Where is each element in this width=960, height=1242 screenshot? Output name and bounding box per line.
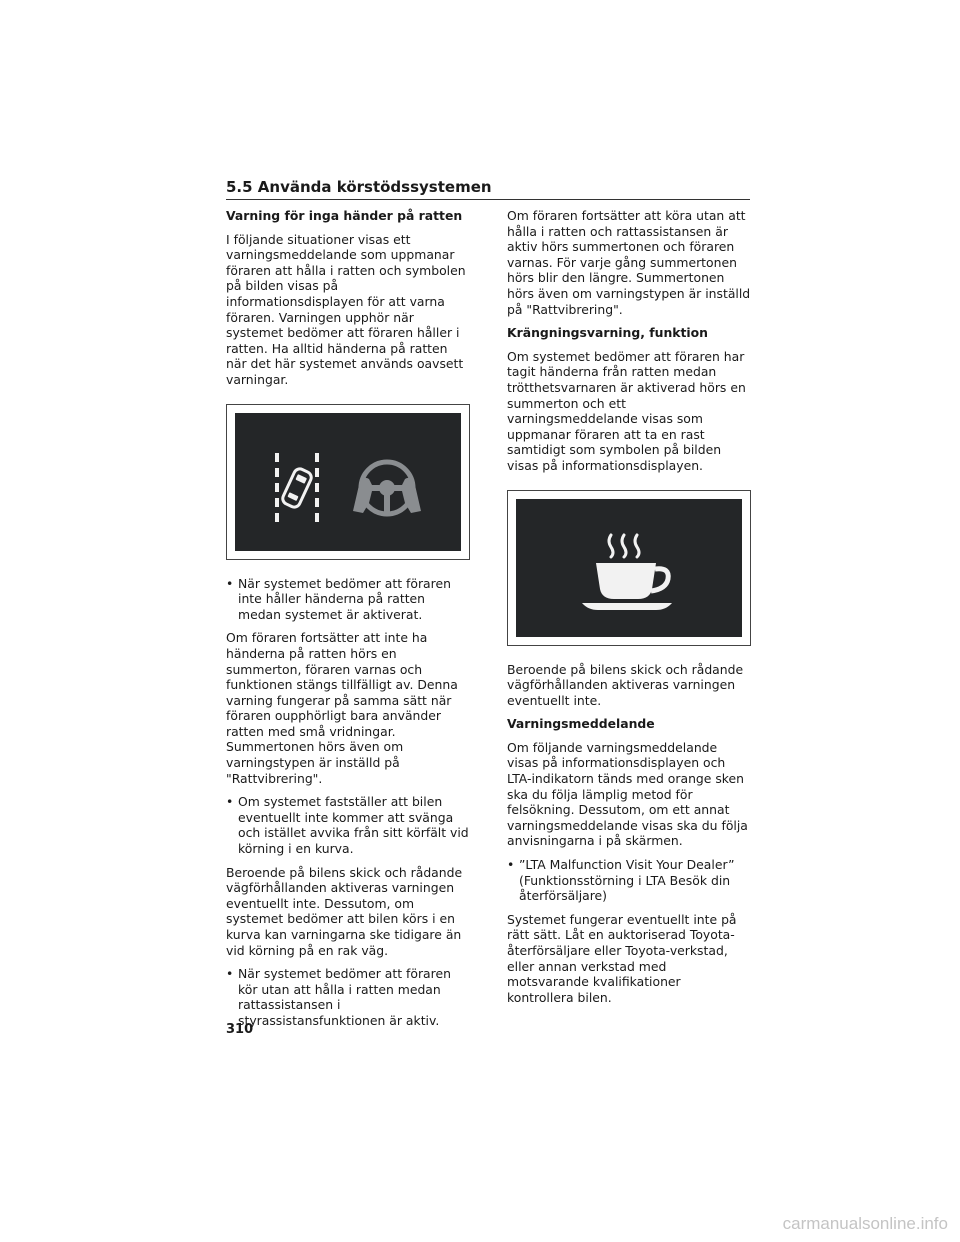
bullet-lta-malfunction: • ”LTA Malfunction Visit Your Dealer” (Funktionsstörning i LTA Besök din återförsäljare): [507, 857, 751, 904]
saucer-icon: [582, 603, 672, 610]
heading-sway-warning: Krängningsvarning, funktion: [507, 325, 709, 341]
paragraph-conditions: Beroende på bilens skick och rådande vägförhållanden aktiveras varningen eventuellt inte. Dessutom, om systemet bedömer att bilen körs i en kurva kan varningarna ske tidigare än vid körning på en rak väg.: [226, 864, 463, 958]
page-number: 310: [226, 1022, 254, 1037]
hands-off-display-figure: [226, 404, 470, 560]
paragraph-summer-warning: Om föraren fortsätter att inte ha händerna på ratten hörs en summerton, föraren varnas och funktionen stängs tillfälligt av. Denna varning fungerar på samma sätt när föraren oupphörligt bara använder ratten med små vridningar. Summertonen hörs även om varningstypen är inställd på "Rattvibrering".: [226, 630, 458, 786]
paragraph-continued-driving: Om föraren fortsätter att köra utan att hålla i ratten och rattassistansen är aktiv hörs summertonen och föraren varnas. För varje gång summertonen hörs blir den längre. Summertonen hörs även om varningstypen är inställd på "Rattvibrering".: [507, 208, 751, 317]
paragraph-warning-message: Om följande varningsmeddelande visas på informationsdisplayen och LTA-indikatorn tänds med orange sken ska du följa lämplig metod för felsökning. Dessutom, om ett annat varningsmeddelande visas ska du följa anvisningarna i på skärmen.: [507, 739, 748, 849]
bullet-curve-departure: • Om systemet fastställer att bilen eventuellt inte kommer att svänga och istället avvika från sitt körfält vid körning i en kurva.: [226, 794, 470, 856]
paragraph-dealer-check: Systemet fungerar eventuellt inte på rätt sätt. Låt en auktoriserad Toyota-återförsäljare eller Toyota-verkstad, eller annan verkstad med motsvarande kvalifikationer kontrollera bilen.: [507, 911, 737, 1005]
steam-icon: [609, 535, 639, 557]
cup-body-icon: [596, 563, 656, 599]
paragraph-conditions: Beroende på bilens skick och rådande vägförhållanden aktiveras varningen eventuellt inte.: [507, 661, 744, 708]
coffee-cup-icon: [516, 499, 742, 637]
heading-warning-message: Varningsmeddelande: [507, 716, 655, 732]
lane-line-left-icon: [275, 453, 279, 522]
watermark: carmanualsonline.info: [782, 1214, 948, 1233]
hands-off-symbols: [235, 413, 461, 551]
bullet-steering-assist: • När systemet bedömer att föraren kör utan att hålla i ratten medan rattassistansen i styrassistansfunktionen är aktiv.: [226, 966, 470, 1028]
car-departing-icon: [281, 467, 313, 509]
bullet-hands-off-active: • När systemet bedömer att föraren inte håller händerna på ratten medan systemet är aktiverat.: [226, 576, 470, 623]
heading-hands-off-warning: Varning för inga händer på ratten: [226, 208, 463, 223]
paragraph-intro: I följande situationer visas ett varningsmeddelande som uppmanar föraren att hålla i ratten och symbolen på bilden visas på informationsdisplayen för att varna föraren. Varningen upphör när systemet bedömer att föraren håller i ratten. Ha alltid händerna på ratten när det här systemet används oavsett varningar.: [226, 231, 466, 387]
coffee-break-display-figure: [507, 490, 751, 646]
section-title: 5.5 Använda körstödssystemen: [226, 178, 750, 200]
paragraph-sway-warning: Om systemet bedömer att föraren har tagit händerna från ratten medan trötthetsvarnaren är aktiverad hörs en summerton och ett varningsmeddelande visas som uppmanar föraren att ta en rast samtidigt som symbolen på bilden visas på informationsdisplayen.: [507, 348, 746, 473]
information-display: [235, 413, 461, 551]
information-display: [516, 499, 742, 637]
steering-wheel-hands-icon: [353, 462, 421, 514]
right-column: [507, 208, 751, 1013]
left-column: [226, 208, 470, 1037]
lane-line-right-icon: [315, 453, 319, 522]
